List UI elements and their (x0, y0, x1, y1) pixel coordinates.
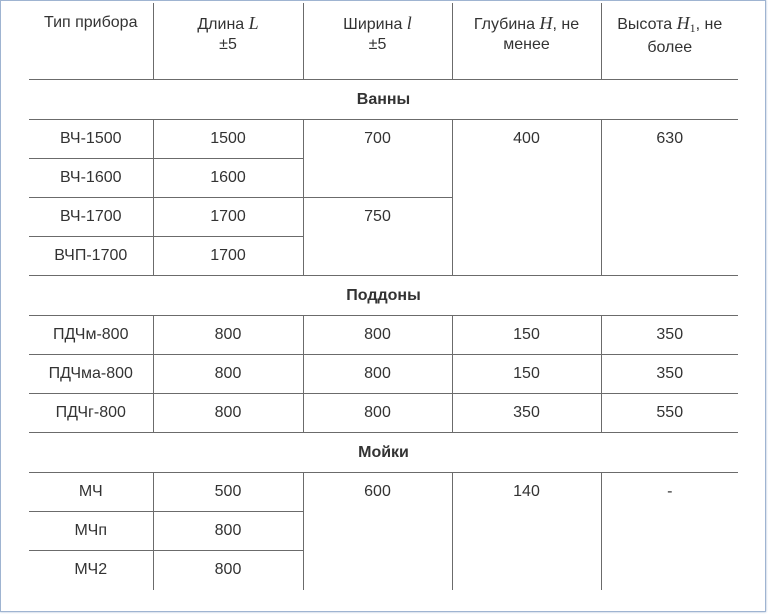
header-depth: Глубина H, не менее (452, 3, 601, 80)
cell-length: 1500 (153, 120, 303, 159)
cell-depth: 350 (452, 394, 601, 433)
cell-length: 800 (153, 512, 303, 551)
cell-depth: 150 (452, 316, 601, 355)
table-row (29, 355, 738, 394)
cell-type: ВЧ-1600 (29, 159, 153, 198)
table-row (29, 316, 738, 355)
cell-width: 800 (303, 394, 452, 433)
cell-length: 800 (153, 394, 303, 433)
cell-type: ВЧП-1700 (29, 237, 153, 276)
cell-height: 550 (601, 394, 738, 433)
header-row (29, 3, 738, 80)
cell-width: 800 (303, 355, 452, 394)
cell-type: ПДЧм-800 (29, 316, 153, 355)
header-width: Ширина l ±5 (303, 3, 452, 80)
header-height: Высота $H_1$, не более (601, 3, 738, 80)
cell-width: 750 (303, 198, 452, 276)
cell-type: ПДЧма-800 (29, 355, 153, 394)
table-row (29, 473, 738, 512)
cell-type: МЧп (29, 512, 153, 551)
cell-height: 350 (601, 316, 738, 355)
cell-length: 500 (153, 473, 303, 512)
cell-height: 630 (601, 120, 738, 276)
header-length: Длина L ±5 (153, 3, 303, 80)
header-type: Тип прибора (29, 3, 153, 80)
table-row (29, 120, 738, 159)
cell-type: ПДЧг-800 (29, 394, 153, 433)
section-title-baths: Ванны (29, 80, 738, 120)
table-row (29, 394, 738, 433)
cell-type: МЧ (29, 473, 153, 512)
cell-type: ВЧ-1500 (29, 120, 153, 159)
cell-width: 600 (303, 473, 452, 590)
section-row (29, 276, 738, 316)
cell-length: 800 (153, 355, 303, 394)
cell-width: 800 (303, 316, 452, 355)
section-title-trays: Поддоны (29, 276, 738, 316)
cell-type: МЧ2 (29, 551, 153, 590)
section-row (29, 80, 738, 120)
cell-depth: 150 (452, 355, 601, 394)
section-row (29, 433, 738, 473)
cell-height: - (601, 473, 738, 590)
cell-type: ВЧ-1700 (29, 198, 153, 237)
cell-depth: 400 (452, 120, 601, 276)
dimensions-table (29, 3, 738, 590)
section-title-sinks: Мойки (29, 433, 738, 473)
cell-depth: 140 (452, 473, 601, 590)
cell-length: 800 (153, 551, 303, 590)
cell-length: 800 (153, 316, 303, 355)
cell-length: 1700 (153, 198, 303, 237)
cell-width: 700 (303, 120, 452, 198)
cell-height: 350 (601, 355, 738, 394)
cell-length: 1700 (153, 237, 303, 276)
cell-length: 1600 (153, 159, 303, 198)
